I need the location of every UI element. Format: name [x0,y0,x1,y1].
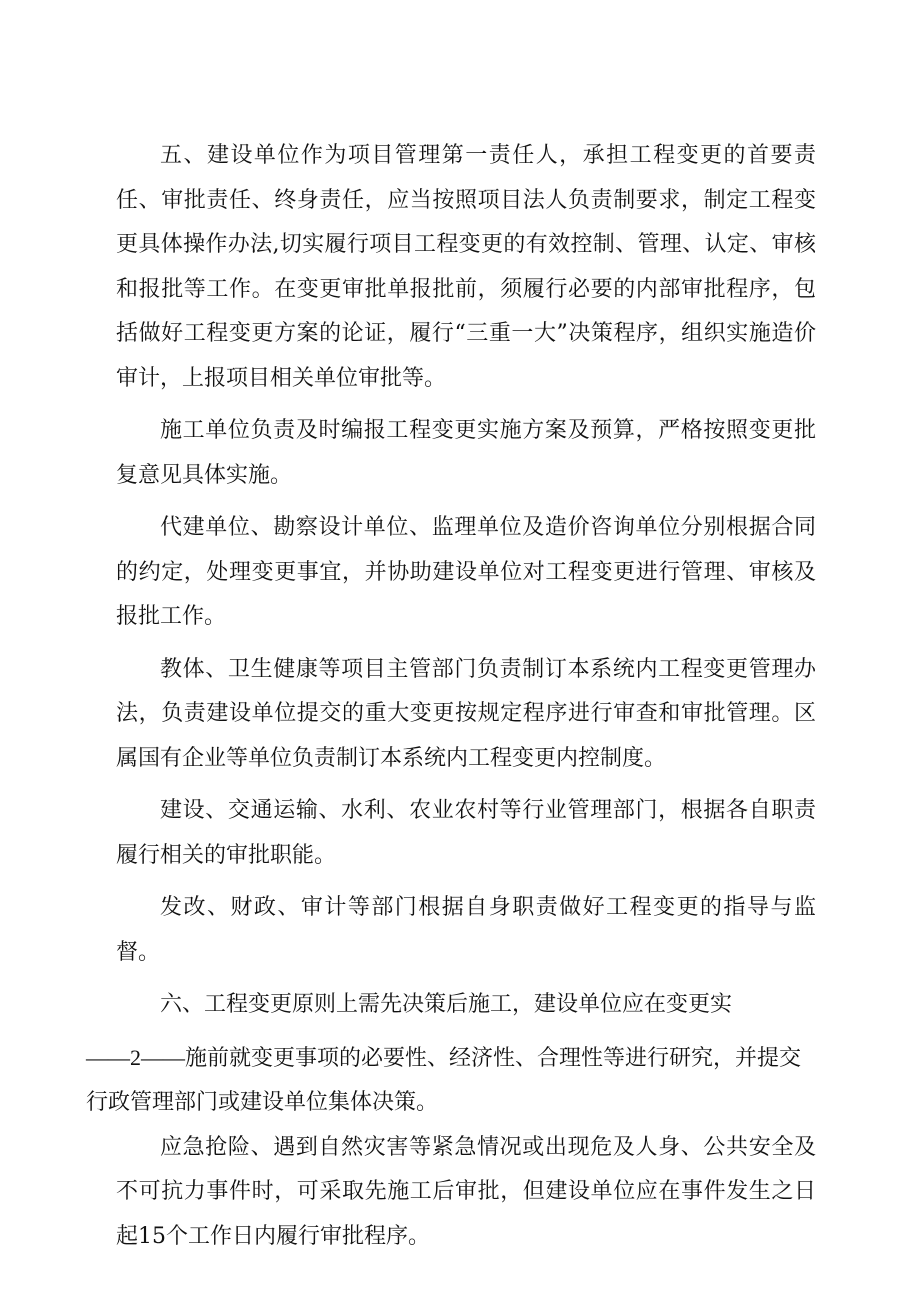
paragraph-agent-design-supervision: 代建单位、勘察设计单位、监理单位及造价咨询单位分别根据合同的约定，处理变更事宜，并协助建设单位对工程变更进行管理、审核及报批工作。 [116,515,816,629]
page-number: ——2—— [86,1044,185,1070]
document-body [86,134,816,1267]
paragraph-contractor-responsibility: 施工单位负责及时编报工程变更实施方案及预算，严格按照变更批复意见具体实施。 [116,418,816,488]
paragraph-oversight-departments: 发改、财政、审计等部门根据自身职责做好工程变更的指导与监督。 [116,895,816,965]
paragraph-decision-before-construction: 六、工程变更原则上需先决策后施工，建设单位应在变更实 [160,992,733,1017]
paragraph-industry-departments: 建设、交通运输、水利、农业农村等行业管理部门，根据各自职责履行相关的审批职能。 [116,798,816,868]
paragraph-construction-unit-responsibility: 五、建设单位作为项目管理第一责任人，承担工程变更的首要责任、审批责任、终身责任，应当按照项目法人负责制要求，制定工程变更具体操作办法,切实履行项目工程变更的有效控制、管理、认定、审核和报批等工作。在变更审批单报批前，须履行必要的内部审批程序，包括做好工程变更方案的论证，履行“三重一大”决策程序，组织实施造价审计，上报项目相关单位审批等。 [116,143,816,391]
continued-text: 施前就变更事项的必要性、经济性、合理性等进行研究，并提交行政管理部门或建设单位集体决策。 [86,1045,802,1115]
page-break-line [86,1036,816,1126]
paragraph-competent-departments: 教体、卫生健康等项目主管部门负责制订本系统内工程变更管理办法，负责建设单位提交的重大变更按规定程序进行审查和审批管理。区属国有企业等单位负责制订本系统内工程变更内控制度。 [116,656,816,771]
paragraph-emergency-exception: 应急抢险、遇到自然灾害等紧急情况或出现危及人身、公共安全及不可抗力事件时，可采取先施工后审批，但建设单位应在事件发生之日起15个工作日内履行审批程序。 [116,1134,816,1249]
